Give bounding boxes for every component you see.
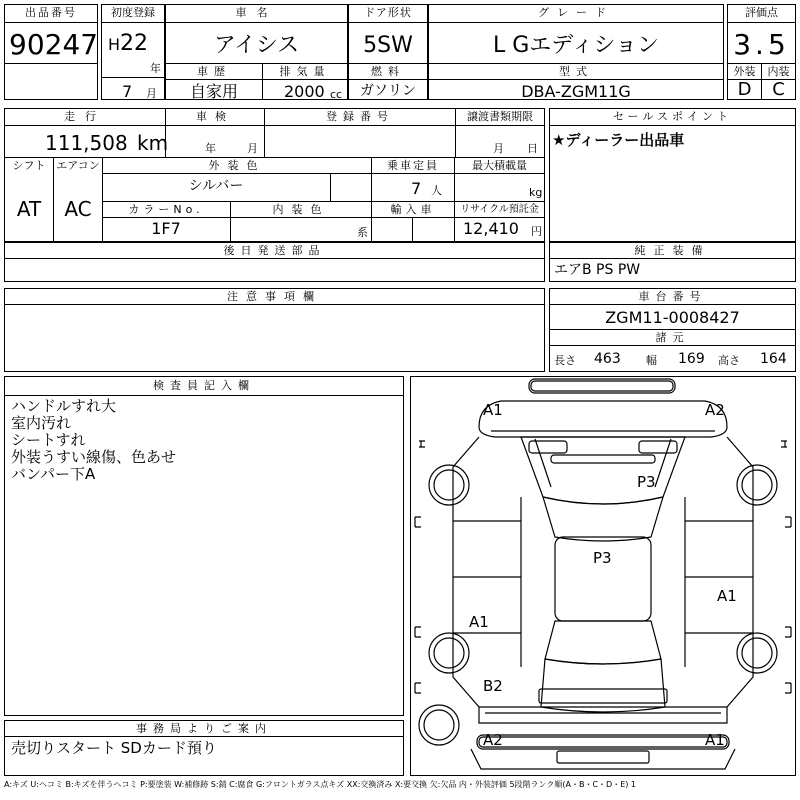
mark-rear-left: B2	[483, 677, 503, 695]
remark-line: ハンドルすれ大	[11, 397, 117, 415]
remark-line: バンパー下A	[11, 465, 96, 483]
recycle-label: リサイクル預託金	[460, 204, 539, 215]
later-parts-box	[4, 242, 545, 282]
later-parts-label: 後日発送部品	[223, 244, 326, 257]
notes-label: 注意事項欄	[227, 290, 322, 303]
grade-label: グレード	[538, 6, 614, 19]
sales-points-label: セールスポイント	[612, 110, 732, 123]
equipment-label: 純正装備	[634, 244, 711, 257]
transfer-label: 譲渡書類期限	[467, 110, 533, 123]
width-label: 幅	[646, 354, 657, 367]
ext-color-label: 外装色	[208, 159, 266, 172]
car-name-box	[165, 4, 348, 100]
car-body-diagram	[411, 377, 795, 775]
door-box	[348, 4, 428, 100]
int-color-unit: 系	[357, 226, 368, 239]
score-value: 3.5	[733, 28, 790, 61]
max-load-unit: kg	[529, 186, 543, 199]
mark-hood: P3	[637, 473, 656, 491]
model-value: DBA-ZGM11G	[521, 82, 631, 101]
chassis-value: ZGM11-0008427	[605, 308, 740, 327]
capacity-unit: 人	[431, 184, 442, 197]
remark-line: 外装うすい線傷、色あせ	[11, 448, 177, 466]
ext-color-value: シルバー	[188, 178, 244, 194]
mileage-value: 111,508	[45, 131, 128, 155]
equipment-box	[549, 242, 796, 282]
color-no-label: カラーNo.	[128, 203, 204, 216]
reg-month: 7	[122, 82, 133, 101]
displacement-unit: cc	[330, 88, 343, 101]
chassis-box	[549, 288, 796, 372]
chassis-label: 車台番号	[638, 290, 707, 303]
remark-line: 室内汚れ	[11, 414, 72, 432]
score-label: 評価点	[745, 6, 778, 19]
mark-roof: P3	[593, 549, 612, 567]
interior-score: C	[772, 79, 785, 100]
import-label: 輸入車	[390, 203, 436, 216]
sales-points-box	[549, 108, 796, 242]
capacity-label: 乗車定員	[387, 159, 439, 172]
shift-value: AT	[16, 197, 42, 221]
door-value: 5SW	[363, 33, 413, 58]
grade-box	[428, 4, 724, 100]
month-unit: 月	[146, 87, 157, 100]
fuel-value: ガソリン	[360, 83, 416, 99]
inspection-month-unit: 月	[247, 142, 258, 155]
first-registration-box	[101, 4, 165, 100]
era-letter: H	[108, 35, 121, 54]
length-label: 長さ	[554, 354, 576, 367]
first-registration-label: 初度登録	[111, 6, 155, 19]
transfer-day-unit: 日	[527, 142, 538, 155]
mark-front-left: A1	[483, 401, 503, 419]
mark-rear-bumper-right: A1	[705, 731, 725, 749]
legend-text: A:キズ U:ヘコミ B:キズを伴うヘコミ P:要塗装 W:補修跡 S:錆 C:腐食 G:フロントガラス点キズ XX:交換済み X:要交換 欠:欠品 内・外装評価 5段階ランク順(A・B・C・D・E) 1	[4, 780, 637, 789]
door-label: ドア形状	[364, 6, 412, 19]
remark-line: シートすれ	[11, 431, 86, 449]
color-no-value: 1F7	[151, 219, 181, 238]
score-box	[727, 4, 796, 100]
transfer-month-unit: 月	[493, 142, 504, 155]
int-color-label: 内装色	[272, 203, 330, 216]
inspection-year-unit: 年	[205, 142, 216, 155]
car-diagram-box	[410, 376, 796, 776]
vehicle-info-table	[4, 108, 545, 242]
aircon-label: エアコン	[56, 159, 100, 172]
mark-left-side: A1	[469, 613, 489, 631]
inspector-label: 検査員記入欄	[153, 379, 255, 392]
lot-box	[4, 4, 98, 100]
height-value: 164	[760, 351, 787, 367]
inspector-remarks	[11, 398, 176, 483]
history-value: 自家用	[189, 82, 238, 101]
displacement-value: 2000	[284, 82, 325, 101]
office-value: 売切りスタート SDカード預り	[11, 739, 217, 757]
car-name: アイシス	[213, 33, 300, 58]
history-label: 車歴	[197, 65, 231, 78]
equipment-value: エアB PS PW	[554, 262, 641, 278]
mileage-label: 走行	[64, 110, 106, 123]
inspection-label: 車検	[196, 110, 234, 123]
displacement-label: 排気量	[279, 65, 331, 78]
height-label: 高さ	[718, 354, 740, 367]
sales-points-value: ★ディーラー出品車	[552, 131, 685, 149]
mark-rear-bumper-left: A2	[483, 731, 503, 749]
recycle-unit: 円	[531, 225, 542, 238]
model-label: 型式	[559, 65, 593, 78]
reg-no-label: 登録番号	[326, 110, 394, 123]
mark-right-side: A1	[717, 587, 737, 605]
shift-label: シフト	[12, 159, 46, 172]
year-unit: 年	[150, 62, 161, 75]
length-value: 463	[594, 351, 621, 367]
aircon-value: AC	[64, 197, 92, 221]
office-label: 事務局よりご案内	[136, 722, 272, 735]
mileage-unit: km	[137, 131, 169, 155]
reg-year: 22	[120, 31, 148, 56]
width-value: 169	[678, 351, 705, 367]
car-name-label: 車名	[235, 6, 278, 19]
capacity-value: 7	[411, 179, 422, 198]
recycle-value: 12,410	[463, 219, 519, 238]
office-box	[4, 720, 404, 776]
dimensions-label: 諸元	[655, 331, 690, 344]
grade-value: L Gエディション	[492, 33, 660, 58]
exterior-label: 外装	[733, 65, 756, 78]
notes-box	[4, 288, 545, 372]
inspector-box	[4, 376, 404, 716]
fuel-label: 燃料	[371, 65, 405, 78]
mark-front-right: A2	[705, 401, 725, 419]
lot-label: 出品番号	[25, 6, 77, 19]
max-load-label: 最大積載量	[472, 159, 527, 172]
lot-number: 90247	[9, 28, 99, 61]
exterior-score: D	[737, 79, 752, 100]
interior-label: 内装	[767, 65, 790, 78]
